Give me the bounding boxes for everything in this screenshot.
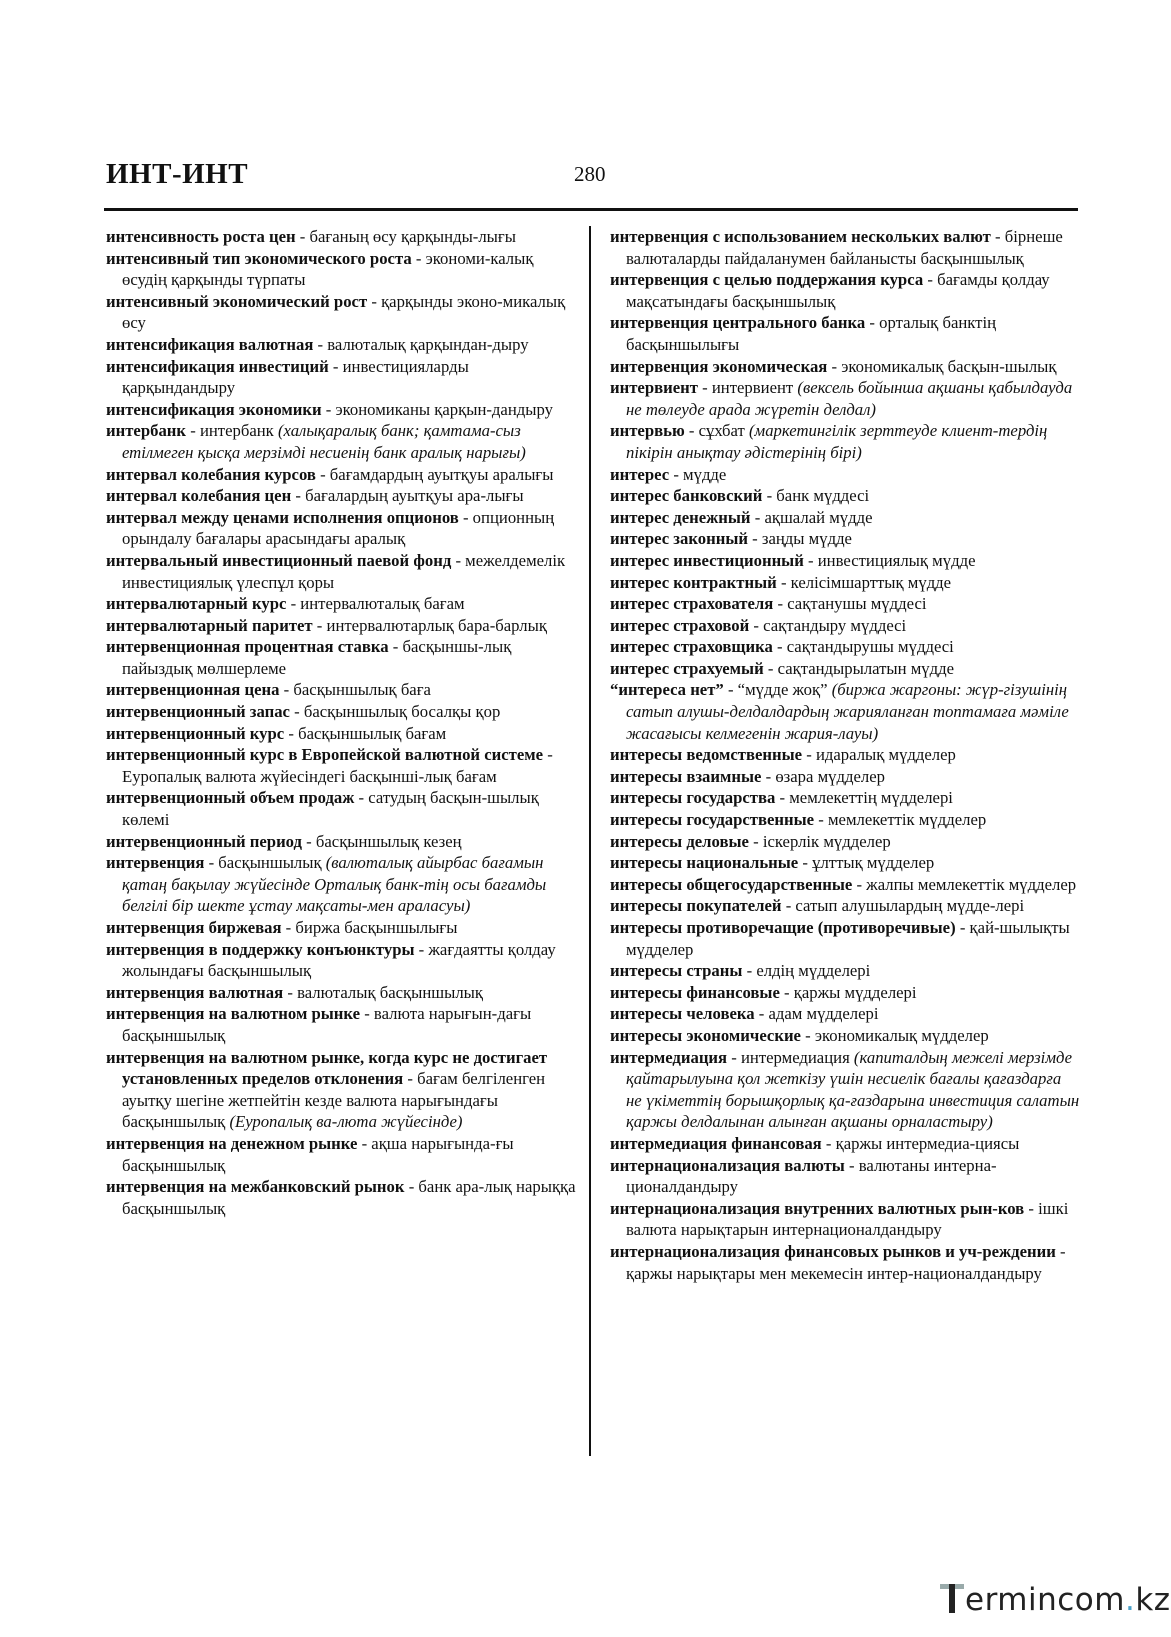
entry-note: (вексель бойынша ақшаны қабылдауда не төлеуде арада жүретін делдал)	[626, 378, 1073, 419]
dictionary-entry	[106, 939, 578, 982]
dictionary-entry	[610, 507, 1080, 529]
dictionary-entry	[106, 636, 578, 679]
entry-term: интервенция в поддержку конъюнктуры	[106, 939, 415, 959]
dictionary-entry	[610, 593, 1080, 615]
dictionary-entry	[106, 464, 578, 486]
dictionary-entry	[610, 658, 1080, 680]
dictionary-entry	[610, 356, 1080, 378]
entry-term: интенсивный экономический рост	[106, 291, 368, 311]
entry-translation: - экономиканы қарқын-дандыру	[321, 399, 553, 419]
entry-term: интервенционный курс	[106, 723, 285, 743]
dictionary-entry	[106, 615, 578, 637]
left-column	[106, 226, 578, 1219]
dictionary-entry	[106, 291, 578, 334]
entry-term: интервенция на денежном рынке	[106, 1133, 358, 1153]
dictionary-entry	[610, 895, 1080, 917]
entry-translation: - экономикалық мүдделер	[800, 1025, 989, 1045]
entry-translation: - “мүдде жоқ”	[723, 680, 832, 700]
dictionary-entry	[610, 1241, 1080, 1284]
entry-term: интересы экономические	[610, 1025, 801, 1045]
dictionary-entry	[610, 485, 1080, 507]
entry-term: интерес страховой	[610, 615, 750, 635]
entry-translation: - бағалардың ауытқуы ара-лығы	[291, 486, 524, 506]
entry-translation: - валюталық қарқындан-дыру	[313, 334, 529, 354]
entry-translation: - ақшалай мүдде	[750, 507, 873, 527]
entry-term: интермедиация финансовая	[610, 1133, 822, 1153]
dictionary-entry	[106, 744, 578, 787]
entry-translation: - сақтандыру мүддесі	[749, 615, 907, 635]
entry-note: (халықаралық банк; қамтама-сыз етілмеген қысқа мерзімді несиенің банк аралық нарығы)	[122, 421, 526, 462]
entry-term: интервенция на межбанковский рынок	[106, 1177, 405, 1197]
entry-term: интервенционный объем продаж	[106, 788, 355, 808]
header-rule	[104, 208, 1078, 211]
entry-term: интервальный инвестиционный паевой фонд	[106, 550, 452, 570]
entry-translation: - бірнеше валюталарды пайдаланумен байланысты басқыншылық	[626, 227, 1063, 268]
entry-translation: - ұлттық мүдделер	[798, 853, 935, 873]
entry-translation: - валюта нарығын-дағы басқыншылық	[122, 1004, 532, 1045]
dictionary-entry	[106, 550, 578, 593]
dictionary-entry	[106, 917, 578, 939]
dictionary-entry	[610, 1155, 1080, 1198]
entry-translation: - заңды мүдде	[747, 529, 852, 549]
dictionary-entry	[610, 615, 1080, 637]
dictionary-entry	[106, 852, 578, 917]
entry-translation: - жалпы мемлекеттік мүдделер	[852, 874, 1077, 894]
entry-translation: - мүдде	[669, 464, 727, 484]
entry-term: интересы покупателей	[610, 896, 782, 916]
entry-term: интервал между ценами исполнения опционов	[106, 507, 459, 527]
dictionary-entry	[610, 874, 1080, 896]
entry-translation: - басқыншы-лық пайыздық мөлшерлеме	[122, 637, 512, 678]
entry-translation: - басқыншылық	[204, 853, 326, 873]
entry-term: интересы общегосударственные	[610, 874, 853, 894]
dictionary-entry	[106, 982, 578, 1004]
dictionary-entry	[610, 636, 1080, 658]
entry-term: интерес контрактный	[610, 572, 777, 592]
entry-translation: - басқыншылық бағам	[284, 723, 447, 743]
dictionary-entry	[106, 420, 578, 463]
page-number: 280	[574, 162, 606, 186]
entry-note: (Еуропалық ва-люта жүйесінде)	[229, 1112, 463, 1132]
dictionary-entry	[610, 982, 1080, 1004]
dictionary-entry	[610, 787, 1080, 809]
entry-translation: - идаралық мүдделер	[802, 745, 956, 765]
dictionary-entry	[106, 1047, 578, 1133]
dictionary-entry	[610, 1003, 1080, 1025]
entry-translation: - мемлекеттің мүдделері	[775, 788, 953, 808]
entry-term: интерес	[610, 464, 670, 484]
entry-translation: - орталық банктің басқыншылығы	[626, 313, 997, 354]
entry-translation: - сақтандырушы мүддесі	[772, 637, 954, 657]
entry-translation: - интермедиация	[727, 1047, 854, 1067]
entry-translation: - ішкі валюта нарықтарын интернационалдандыру	[626, 1198, 1069, 1240]
dictionary-entry	[106, 1133, 578, 1176]
dictionary-entry	[106, 679, 578, 701]
entry-translation: - банк ара-лық нарыққа басқыншылық	[122, 1177, 576, 1218]
dictionary-entry	[106, 226, 578, 248]
right-column	[610, 226, 1080, 1284]
entry-term: интервенция	[106, 853, 205, 873]
entry-term: интересы национальные	[610, 853, 799, 873]
entry-term: интервалютарный паритет	[106, 615, 313, 635]
entry-term: интервенция на валютном рынке	[106, 1004, 361, 1024]
dictionary-entry	[106, 1003, 578, 1046]
entry-translation: - бағаның өсу қарқынды-лығы	[295, 227, 516, 246]
entry-term: интервенция с целью поддержания курса	[610, 270, 924, 290]
entry-translation: - қаржы мүдделері	[779, 982, 917, 1002]
entry-note: (биржа жаргоны: жүр-гізушінің сатып алушы-делдалдардың жарияланған топтамаға мәміле жасағысы келмегенін жария-лауы)	[626, 680, 1069, 743]
dictionary-entry	[610, 572, 1080, 594]
entry-translation: - инвестицияларды қарқындандыру	[122, 356, 469, 398]
entry-term: интервал колебания курсов	[106, 464, 316, 484]
dictionary-entry	[106, 723, 578, 745]
entry-translation: - ақша нарығында-ғы басқыншылық	[122, 1133, 514, 1175]
dictionary-entry	[106, 787, 578, 830]
entry-translation: - интервалюталық бағам	[286, 594, 465, 614]
dictionary-entry	[610, 960, 1080, 982]
dictionary-entry	[106, 507, 578, 550]
dictionary-entry	[106, 1176, 578, 1219]
entry-term: интервенция на валютном рынке, когда курс не достигает установленных пределов отклонения	[106, 1047, 548, 1089]
entry-term: интерес страхуемый	[610, 658, 764, 678]
entry-term: интервенция валютная	[106, 982, 284, 1002]
entry-translation: - межелдемелік инвестициялық үлеспұл қоры	[122, 550, 566, 592]
entry-translation: - өзара мүдделер	[761, 766, 885, 786]
logo-suffix: kz	[1135, 1582, 1171, 1618]
entry-translation: - интервалютарлық бара-барлық	[312, 615, 547, 635]
entry-translation: - басқыншылық кезең	[302, 831, 462, 851]
dictionary-entry	[106, 356, 578, 399]
dictionary-entry	[106, 248, 578, 291]
dictionary-entry	[610, 226, 1080, 269]
entry-term: интервенция экономическая	[610, 356, 828, 376]
entry-term: интервенционная процентная ставка	[106, 637, 389, 657]
entry-term: интермедиация	[610, 1047, 728, 1067]
entry-term: интересы деловые	[610, 831, 749, 851]
entry-translation: - экономи-калық өсудің қарқынды түрпаты	[122, 248, 534, 290]
dictionary-entry	[610, 550, 1080, 572]
entry-translation: - банк мүддесі	[762, 486, 870, 506]
dictionary-entry	[610, 917, 1080, 960]
entry-translation: - сақтанушы мүддесі	[773, 594, 927, 614]
entry-term: “интереса нет”	[610, 680, 724, 700]
entry-translation: - инвестициялық мүдде	[803, 550, 976, 570]
dictionary-entry	[610, 1025, 1080, 1047]
dictionary-entry	[106, 593, 578, 615]
dictionary-entry	[610, 1047, 1080, 1133]
entry-term: интенсивность роста цен	[106, 227, 296, 246]
entry-term: интервалютарный курс	[106, 594, 287, 614]
entry-translation: - валюталық басқыншылық	[283, 982, 483, 1002]
entry-term: интересы государственные	[610, 810, 815, 830]
entry-term: интенсификация валютная	[106, 334, 314, 354]
entry-translation: - елдің мүдделері	[742, 961, 871, 981]
logo-t-icon	[940, 1578, 964, 1618]
dictionary-entry	[610, 420, 1080, 463]
entry-term: интересы взаимные	[610, 766, 762, 786]
dictionary-entry	[610, 528, 1080, 550]
entry-translation: - биржа басқыншылығы	[281, 918, 458, 937]
dictionary-entry	[610, 766, 1080, 788]
dictionary-entry	[106, 334, 578, 356]
entry-term: интервиент	[610, 378, 698, 398]
entry-translation: - сатып алушылардың мүдде-лері	[781, 896, 1025, 916]
entry-term: интернационализация валюты	[610, 1155, 845, 1175]
dictionary-entry	[610, 1198, 1080, 1241]
dictionary-entry	[610, 852, 1080, 874]
entry-term: интенсивный тип экономического роста	[106, 248, 412, 268]
entry-term: интервенция биржевая	[106, 918, 282, 937]
entry-translation: - бағамды қолдау мақсатындағы басқыншылық	[626, 270, 1050, 311]
entry-term: интервенция центрального банка	[610, 313, 866, 333]
entry-translation: - қаржы интермедиа-циясы	[821, 1133, 1020, 1153]
entry-translation: - іскерлік мүдделер	[748, 831, 891, 851]
dictionary-entry	[106, 399, 578, 421]
entry-term: интерес денежный	[610, 507, 751, 527]
entry-term: интересы страны	[610, 961, 743, 981]
dictionary-entry	[106, 831, 578, 853]
dictionary-entry	[610, 809, 1080, 831]
entry-term: интервенционный период	[106, 831, 302, 851]
entry-term: интересы человека	[610, 1004, 755, 1024]
dictionary-entry	[610, 464, 1080, 486]
entry-translation: - қаржы нарықтары мен мекемесін интер-националдандыру	[626, 1241, 1066, 1283]
entry-note: (валюталық айырбас бағамын қатаң бақылау жүйесінде Орталық банк-тің осы бағамды белгілі бір шекте ұстау мақсаты-мен араласуы)	[122, 853, 547, 916]
dictionary-entry	[610, 1133, 1080, 1155]
entry-translation: - жағдаятты қолдау жолындағы басқыншылық	[122, 939, 556, 981]
entry-translation: - бағамдардың ауытқуы аралығы	[315, 464, 554, 484]
entry-term: интересы ведомственные	[610, 745, 803, 765]
entry-term: интерес инвестиционный	[610, 550, 804, 570]
entry-term: интервал колебания цен	[106, 486, 292, 506]
entry-term: интерес страховщика	[610, 637, 773, 657]
entry-translation: - қарқынды эконо-микалық өсу	[122, 291, 566, 333]
entry-translation: - бағам белгіленген ауытқу шегіне жетпейтін кезде валюта нарығындағы басқыншылық	[122, 1069, 546, 1132]
entry-translation: - валютаны интерна-ционалдандыру	[626, 1155, 997, 1197]
entry-term: интерес банковский	[610, 486, 763, 506]
entry-term: интерес законный	[610, 529, 748, 549]
entry-note: (маркетингілік зерттеуде клиент-тердің пікірін анықтау әдістерінің бірі)	[626, 421, 1048, 462]
entry-translation: - адам мүдделері	[754, 1004, 879, 1024]
page-header-title: ИНТ-ИНТ	[106, 158, 249, 190]
entry-term: интерес страхователя	[610, 594, 774, 614]
entry-translation: - опционның орындалу бағалары арасындағы аралық	[122, 507, 555, 549]
entry-term: интербанк	[106, 421, 187, 441]
dictionary-entry	[610, 377, 1080, 420]
entry-translation: - сақтандырылатын мүдде	[763, 658, 955, 678]
entry-term: интересы финансовые	[610, 982, 780, 1002]
entry-term: интенсификация инвестиций	[106, 356, 329, 376]
entry-term: интересы противоречащие (противоречивые)	[610, 918, 956, 937]
dictionary-entry	[610, 744, 1080, 766]
entry-translation: - басқыншылық босалқы қор	[289, 702, 501, 722]
entry-term: интернационализация финансовых рынков и уч-реждении	[610, 1241, 1056, 1261]
entry-term: интервенционный запас	[106, 702, 290, 722]
entry-translation: - келісімшарттық мүдде	[776, 572, 952, 592]
entry-translation: - экономикалық басқын-шылық	[827, 356, 1057, 376]
entry-term: интервенционная цена	[106, 680, 280, 700]
dictionary-entry	[610, 679, 1080, 744]
entry-note: (капиталдың межелі мерзімде қайтарылуына қол жеткізу үшін несиелік бағалы қағаздарға не үкіметтің борышқорлық қа-ғаздарына инвестиция салатын қаржы делдалынан алынған ақшаны орналастыру)	[626, 1047, 1080, 1132]
entry-term: интересы государства	[610, 788, 776, 808]
logo-letters: ermincom	[965, 1582, 1125, 1618]
dictionary-entry	[610, 269, 1080, 312]
entry-term: интервью	[610, 421, 685, 441]
entry-translation: - қай-шылықты мүдделер	[626, 918, 1070, 959]
entry-term: интервенционный курс в Европейской валютной системе	[106, 745, 544, 765]
entry-translation: - Еуропалық валюта жүйесіндегі басқынші-лық бағам	[122, 745, 553, 786]
entry-term: интервенция с использованием нескольких валют	[610, 227, 991, 246]
dictionary-entry	[106, 485, 578, 507]
entry-term: интернационализация внутренних валютных рын-ков	[610, 1198, 1025, 1218]
dictionary-entry	[610, 831, 1080, 853]
entry-translation: - мемлекеттік мүдделер	[814, 810, 987, 830]
entry-translation: - сатудың басқын-шылық көлемі	[122, 788, 539, 830]
entry-translation: - сұхбат	[684, 421, 749, 441]
termincom-logo	[940, 1578, 1171, 1618]
logo-dot: .	[1124, 1582, 1136, 1618]
entry-translation: - интербанк	[186, 421, 278, 441]
entry-term: интенсификация экономики	[106, 399, 322, 419]
dictionary-entry	[106, 701, 578, 723]
column-divider	[589, 226, 591, 1456]
dictionary-entry	[610, 312, 1080, 355]
entry-translation: - интервиент	[697, 378, 798, 398]
entry-translation: - басқыншылық баға	[279, 680, 431, 700]
